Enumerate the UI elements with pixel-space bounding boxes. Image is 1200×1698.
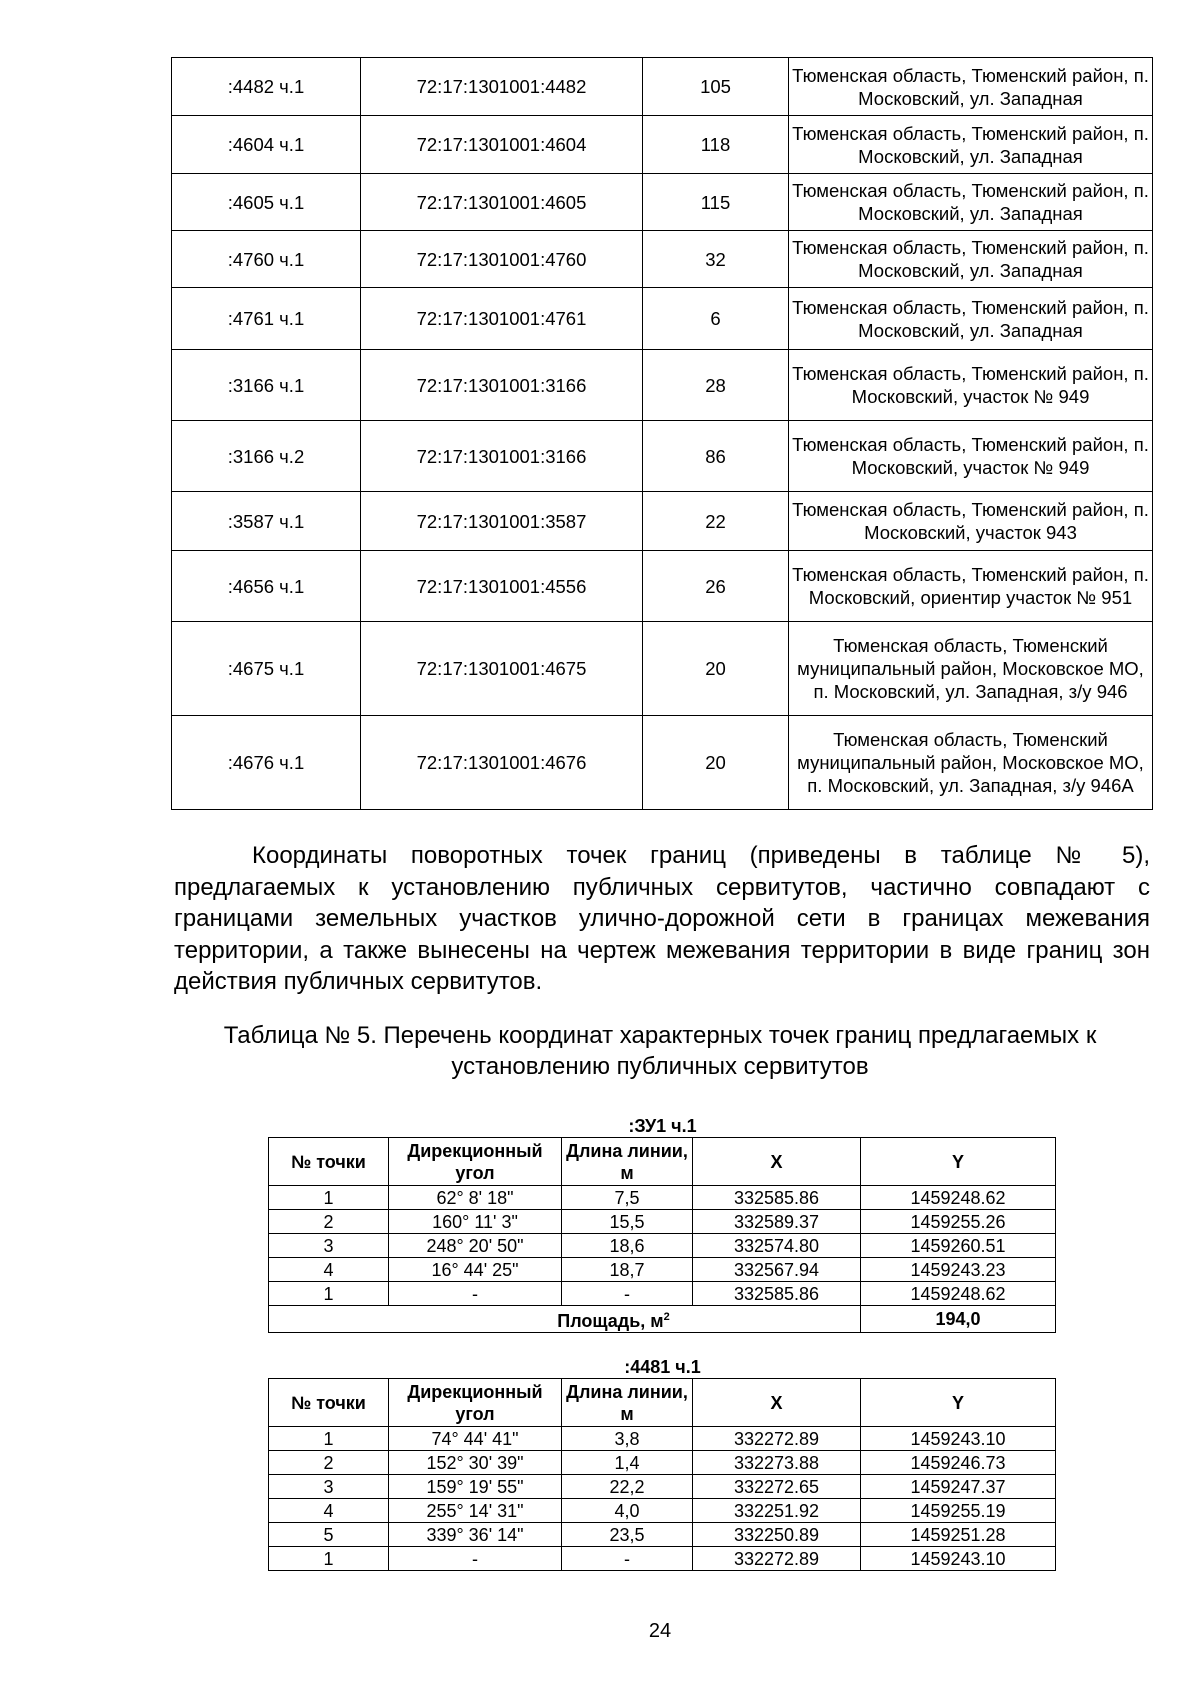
cadastral-cell: 72:17:1301001:4676 xyxy=(361,716,643,810)
table-row xyxy=(269,1499,1056,1523)
point-cell: 1 xyxy=(269,1547,389,1571)
x-cell: 332250.89 xyxy=(693,1523,861,1547)
table-row xyxy=(172,350,1153,421)
table-row xyxy=(172,492,1153,551)
part-cell: :4656 ч.1 xyxy=(172,551,361,622)
point-cell: 1 xyxy=(269,1186,389,1210)
address-cell: Тюменская область, Тюменский район, п. Московский, ул. Западная xyxy=(789,288,1153,350)
coord-table-title: :ЗУ1 ч.1 xyxy=(628,1116,697,1136)
cadastral-cell: 72:17:1301001:4556 xyxy=(361,551,643,622)
table-row xyxy=(269,1210,1056,1234)
length-cell: 15,5 xyxy=(562,1210,693,1234)
cadastral-cell: 72:17:1301001:3166 xyxy=(361,421,643,492)
point-cell: 4 xyxy=(269,1499,389,1523)
area-value: 194,0 xyxy=(861,1306,1056,1333)
y-header: Y xyxy=(861,1138,1056,1186)
length-cell: 1,4 xyxy=(562,1451,693,1475)
part-cell: :3166 ч.1 xyxy=(172,350,361,421)
table-header-row xyxy=(269,1138,1056,1186)
part-cell: :4761 ч.1 xyxy=(172,288,361,350)
y-cell: 1459255.19 xyxy=(861,1499,1056,1523)
point-cell: 2 xyxy=(269,1451,389,1475)
point-cell: 1 xyxy=(269,1282,389,1306)
area-cell: 22 xyxy=(643,492,789,551)
area-cell: 86 xyxy=(643,421,789,492)
angle-header: Дирекционный угол xyxy=(389,1138,562,1186)
table-row xyxy=(269,1186,1056,1210)
area-cell: 32 xyxy=(643,231,789,288)
y-cell: 1459255.26 xyxy=(861,1210,1056,1234)
length-cell: 3,8 xyxy=(562,1427,693,1451)
address-cell: Тюменская область, Тюменский муниципальный район, Московское МО, п. Московский, ул. Западная, з/у 946А xyxy=(789,716,1153,810)
coord-table xyxy=(268,1137,1056,1333)
table-row xyxy=(172,288,1153,350)
point-cell: 5 xyxy=(269,1523,389,1547)
length-cell: 22,2 xyxy=(562,1475,693,1499)
x-cell: 332272.89 xyxy=(693,1547,861,1571)
x-cell: 332567.94 xyxy=(693,1258,861,1282)
part-cell: :4605 ч.1 xyxy=(172,174,361,231)
angle-cell: 74° 44' 41" xyxy=(389,1427,562,1451)
length-cell: - xyxy=(562,1282,693,1306)
area-label: Площадь, м xyxy=(557,1311,664,1331)
table-row xyxy=(269,1427,1056,1451)
cadastral-cell: 72:17:1301001:4761 xyxy=(361,288,643,350)
table-row xyxy=(269,1475,1056,1499)
angle-cell: - xyxy=(389,1547,562,1571)
y-cell: 1459243.23 xyxy=(861,1258,1056,1282)
y-cell: 1459246.73 xyxy=(861,1451,1056,1475)
table-row xyxy=(172,58,1153,116)
x-cell: 332273.88 xyxy=(693,1451,861,1475)
address-cell: Тюменская область, Тюменский район, п. Московский, участок 943 xyxy=(789,492,1153,551)
area-cell: 26 xyxy=(643,551,789,622)
y-cell: 1459243.10 xyxy=(861,1547,1056,1571)
table-caption: Таблица № 5. Перечень координат характерных точек границ предлагаемых к установлению публичных сервитутов xyxy=(223,1022,1097,1080)
x-cell: 332272.89 xyxy=(693,1427,861,1451)
area-cell: 115 xyxy=(643,174,789,231)
address-cell: Тюменская область, Тюменский район, п. Московский, участок № 949 xyxy=(789,350,1153,421)
point-cell: 3 xyxy=(269,1234,389,1258)
table-row xyxy=(172,622,1153,716)
address-cell: Тюменская область, Тюменский район, п. Московский, ориентир участок № 951 xyxy=(789,551,1153,622)
part-cell: :4604 ч.1 xyxy=(172,116,361,174)
y-cell: 1459248.62 xyxy=(861,1282,1056,1306)
length-cell: 18,7 xyxy=(562,1258,693,1282)
cadastral-cell: 72:17:1301001:4482 xyxy=(361,58,643,116)
angle-cell: 16° 44' 25" xyxy=(389,1258,562,1282)
easements-table xyxy=(171,57,1153,810)
point-cell: 1 xyxy=(269,1427,389,1451)
table-row xyxy=(269,1234,1056,1258)
cadastral-cell: 72:17:1301001:4604 xyxy=(361,116,643,174)
x-cell: 332585.86 xyxy=(693,1282,861,1306)
area-cell: 28 xyxy=(643,350,789,421)
part-cell: :4676 ч.1 xyxy=(172,716,361,810)
y-cell: 1459260.51 xyxy=(861,1234,1056,1258)
point-header: № точки xyxy=(269,1379,389,1427)
y-cell: 1459247.37 xyxy=(861,1475,1056,1499)
length-cell: - xyxy=(562,1547,693,1571)
angle-cell: 152° 30' 39" xyxy=(389,1451,562,1475)
x-cell: 332585.86 xyxy=(693,1186,861,1210)
table-row xyxy=(172,174,1153,231)
table-row xyxy=(269,1282,1056,1306)
length-header: Длина линии, м xyxy=(562,1138,693,1186)
cadastral-cell: 72:17:1301001:4760 xyxy=(361,231,643,288)
cadastral-cell: 72:17:1301001:3587 xyxy=(361,492,643,551)
area-unit-sup: 2 xyxy=(663,1311,670,1323)
angle-header: Дирекционный угол xyxy=(389,1379,562,1427)
address-cell: Тюменская область, Тюменский район, п. Московский, участок № 949 xyxy=(789,421,1153,492)
angle-cell: 255° 14' 31" xyxy=(389,1499,562,1523)
table-row xyxy=(269,1547,1056,1571)
angle-cell: 159° 19' 55" xyxy=(389,1475,562,1499)
address-cell: Тюменская область, Тюменский муниципальный район, Московское МО, п. Московский, ул. Западная, з/у 946 xyxy=(789,622,1153,716)
x-header: X xyxy=(693,1138,861,1186)
angle-cell: - xyxy=(389,1282,562,1306)
page-number: 24 xyxy=(648,1620,672,1642)
length-cell: 4,0 xyxy=(562,1499,693,1523)
coord-table-title: :4481 ч.1 xyxy=(624,1357,701,1377)
table-row xyxy=(172,551,1153,622)
coord-table xyxy=(268,1378,1056,1571)
y-cell: 1459251.28 xyxy=(861,1523,1056,1547)
cadastral-cell: 72:17:1301001:3166 xyxy=(361,350,643,421)
angle-cell: 160° 11' 3" xyxy=(389,1210,562,1234)
body-paragraph: Координаты поворотных точек границ (приведены в таблице № 5), предлагаемых к установлению публичных сервитутов, частично совпадают с границами земельных участков улично-дорожной сети в границах межевания территории, а также вынесены на чертеж межевания территории в виде границ зон действия публичных сервитутов. xyxy=(174,842,1150,995)
table-row xyxy=(172,231,1153,288)
part-cell: :4675 ч.1 xyxy=(172,622,361,716)
point-cell: 2 xyxy=(269,1210,389,1234)
address-cell: Тюменская область, Тюменский район, п. Московский, ул. Западная xyxy=(789,174,1153,231)
length-cell: 23,5 xyxy=(562,1523,693,1547)
table-row xyxy=(172,116,1153,174)
part-cell: :3166 ч.2 xyxy=(172,421,361,492)
area-cell: 105 xyxy=(643,58,789,116)
cadastral-cell: 72:17:1301001:4605 xyxy=(361,174,643,231)
table-row xyxy=(269,1258,1056,1282)
x-cell: 332574.80 xyxy=(693,1234,861,1258)
x-cell: 332251.92 xyxy=(693,1499,861,1523)
area-cell: 6 xyxy=(643,288,789,350)
area-label-cell xyxy=(269,1306,861,1333)
table-header-row xyxy=(269,1379,1056,1427)
address-cell: Тюменская область, Тюменский район, п. Московский, ул. Западная xyxy=(789,116,1153,174)
x-cell: 332589.37 xyxy=(693,1210,861,1234)
angle-cell: 62° 8' 18" xyxy=(389,1186,562,1210)
table-row xyxy=(269,1451,1056,1475)
table-row xyxy=(172,421,1153,492)
y-header: Y xyxy=(861,1379,1056,1427)
cadastral-cell: 72:17:1301001:4675 xyxy=(361,622,643,716)
point-cell: 3 xyxy=(269,1475,389,1499)
angle-cell: 339° 36' 14" xyxy=(389,1523,562,1547)
length-cell: 18,6 xyxy=(562,1234,693,1258)
area-cell: 118 xyxy=(643,116,789,174)
address-cell: Тюменская область, Тюменский район, п. Московский, ул. Западная xyxy=(789,231,1153,288)
area-row xyxy=(269,1306,1056,1333)
table-row xyxy=(172,716,1153,810)
part-cell: :4760 ч.1 xyxy=(172,231,361,288)
x-cell: 332272.65 xyxy=(693,1475,861,1499)
length-cell: 7,5 xyxy=(562,1186,693,1210)
y-cell: 1459243.10 xyxy=(861,1427,1056,1451)
area-cell: 20 xyxy=(643,622,789,716)
area-cell: 20 xyxy=(643,716,789,810)
part-cell: :3587 ч.1 xyxy=(172,492,361,551)
x-header: X xyxy=(693,1379,861,1427)
length-header: Длина линии, м xyxy=(562,1379,693,1427)
part-cell: :4482 ч.1 xyxy=(172,58,361,116)
y-cell: 1459248.62 xyxy=(861,1186,1056,1210)
address-cell: Тюменская область, Тюменский район, п. Московский, ул. Западная xyxy=(789,58,1153,116)
table-row xyxy=(269,1523,1056,1547)
point-cell: 4 xyxy=(269,1258,389,1282)
angle-cell: 248° 20' 50" xyxy=(389,1234,562,1258)
point-header: № точки xyxy=(269,1138,389,1186)
